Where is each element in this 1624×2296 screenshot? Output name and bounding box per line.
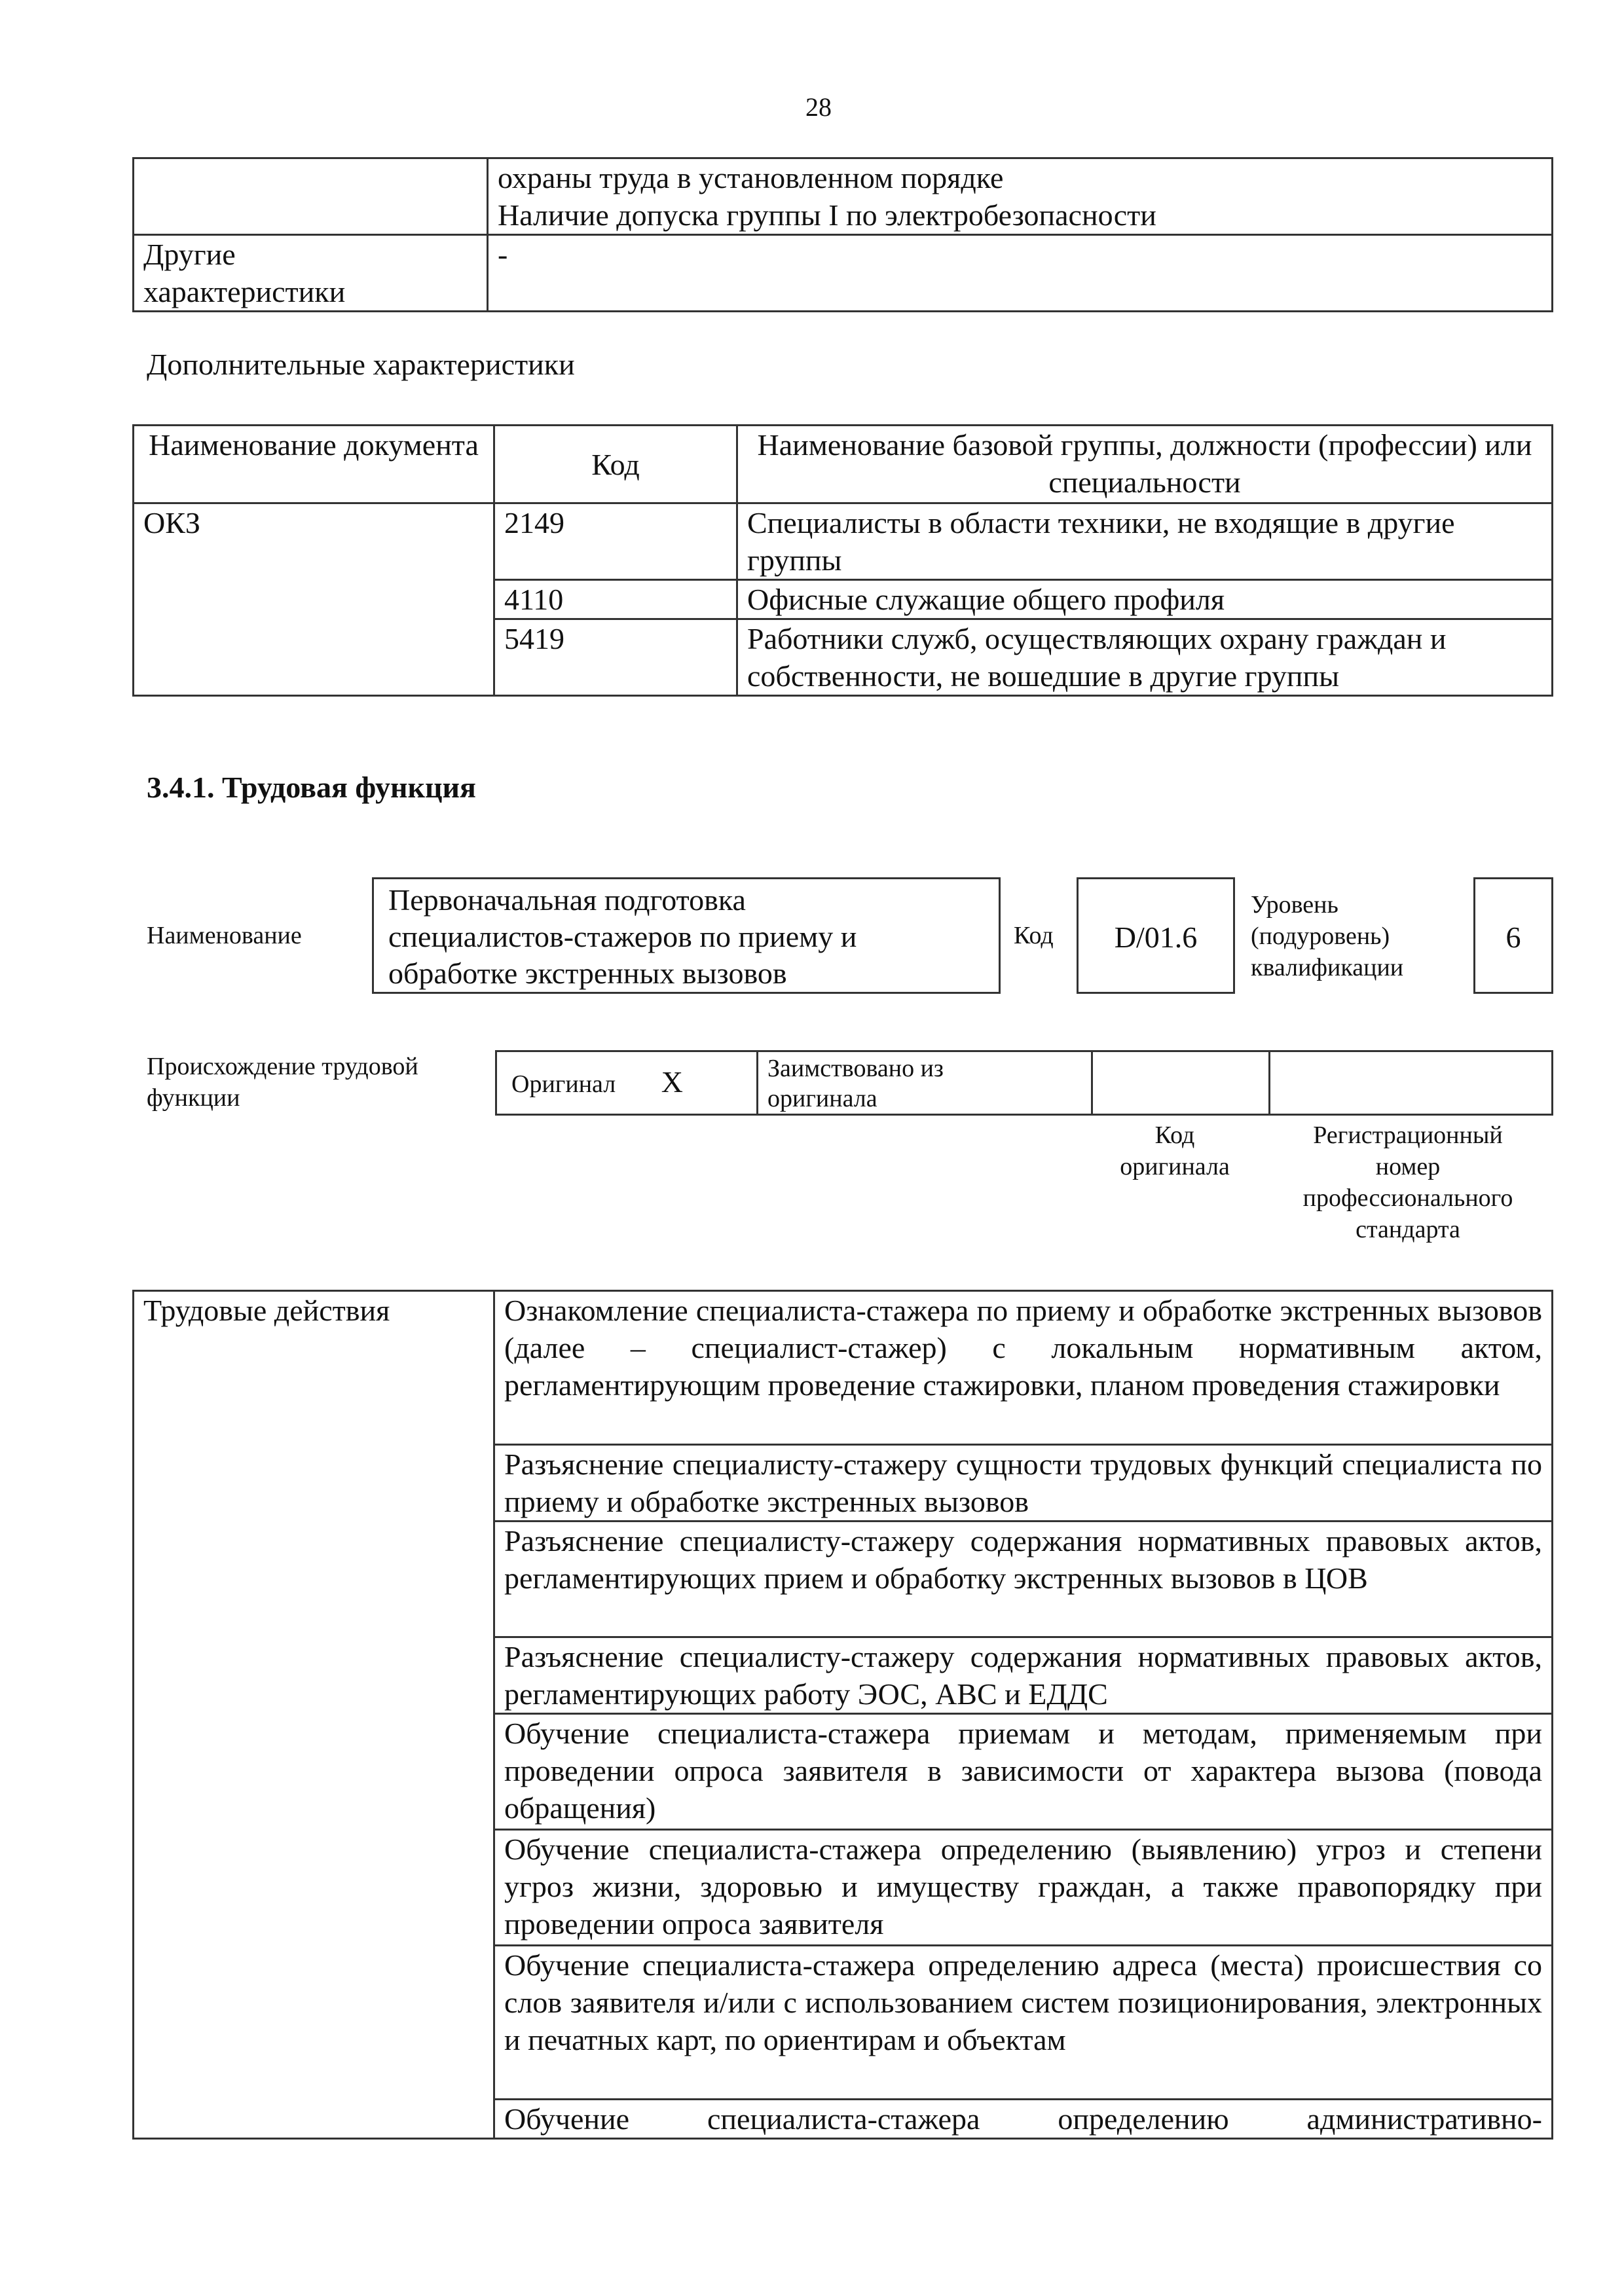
table-row — [134, 158, 1553, 235]
code-label: Код — [1014, 922, 1054, 949]
table-row — [134, 235, 1553, 312]
origin-table — [495, 1050, 1553, 1116]
okz-doc-cell: ОКЗ — [134, 503, 494, 696]
actions-table — [132, 1290, 1553, 2140]
action-item: Обучение специалиста-стажера определению адреса (места) происшествия со слов заявителя и/или с использованием систем позиционирования, электронных и печатных карт, по ориентирам и объектам — [494, 1946, 1553, 2100]
origin-label-line-2: функции — [147, 1084, 240, 1112]
function-name-line-3: обработке экстренных вызовов — [388, 957, 787, 990]
table-row — [496, 1051, 1553, 1115]
level-label-line-3: квалификации — [1251, 954, 1404, 981]
action-item: Обучение специалиста-стажера определению административно- — [494, 2100, 1553, 2139]
original-mark: X — [661, 1065, 683, 1099]
reg-caption-line-3: профессионального — [1302, 1184, 1513, 1212]
other-label-line-1: Другие — [143, 238, 236, 271]
borrowed-line-2: оригинала — [767, 1085, 877, 1112]
code-caption — [1090, 1120, 1260, 1182]
top-table-cell — [488, 158, 1553, 235]
action-item: Разъяснение специалисту-стажеру сущности трудовых функций специалиста по приему и обработке экстренных вызовов — [494, 1445, 1553, 1522]
code-caption-line-1: Код — [1154, 1121, 1195, 1149]
actions-label: Трудовые действия — [134, 1291, 494, 2139]
action-item: Разъяснение специалисту-стажеру содержания нормативных правовых актов, регламентирующих прием и обработку экстренных вызовов в ЦОВ — [494, 1522, 1553, 1637]
header-group-name: Наименование базовой группы, должности (профессии) или специальности — [737, 426, 1553, 503]
other-characteristics-value: - — [488, 235, 1553, 312]
page-number: 28 — [805, 92, 832, 122]
okz-code-cell: 5419 — [494, 619, 737, 696]
other-label-line-2: характеристики — [143, 275, 346, 308]
reg-caption — [1264, 1120, 1552, 1245]
function-name-box — [372, 877, 1001, 994]
table-header-row — [134, 426, 1553, 503]
level-label-line-1: Уровень — [1251, 891, 1338, 919]
okz-name-cell: Специалисты в области техники, не входящие в другие группы — [737, 503, 1553, 580]
action-item: Разъяснение специалисту-стажеру содержания нормативных правовых актов, регламентирующих работу ЭОС, АВС и ЕДДС — [494, 1637, 1553, 1714]
origin-label — [147, 1051, 418, 1114]
original-code-cell — [1092, 1051, 1270, 1115]
table-row — [134, 1291, 1553, 1445]
top-table-empty-cell — [134, 158, 488, 235]
level-label-line-2: (подуровень) — [1251, 922, 1390, 950]
origin-label-line-1: Происхождение трудовой — [147, 1053, 418, 1080]
original-label: Оригинал — [511, 1070, 616, 1098]
additional-heading: Дополнительные характеристики — [147, 348, 575, 381]
okz-name-cell: Работники служб, осуществляющих охрану граждан и собственности, не вошедшие в другие группы — [737, 619, 1553, 696]
header-doc-name: Наименование документа — [134, 426, 494, 503]
function-name-line-2: специалистов-стажеров по приему и — [388, 920, 857, 953]
okz-name-cell: Офисные служащие общего профиля — [737, 580, 1553, 619]
table-row — [134, 503, 1553, 580]
function-name-line-1: Первоначальная подготовка — [388, 883, 746, 917]
reg-caption-line-2: номер — [1375, 1153, 1441, 1180]
action-item: Обучение специалиста-стажера определению (выявлению) угроз и степени угроз жизни, здоровью и имуществу граждан, а также правопорядку при проведении опроса заявителя — [494, 1830, 1553, 1946]
level-value-box: 6 — [1473, 877, 1553, 994]
reg-caption-line-4: стандарта — [1356, 1216, 1460, 1243]
level-label — [1251, 889, 1403, 983]
registration-number-cell — [1270, 1051, 1553, 1115]
action-item: Ознакомление специалиста-стажера по приему и обработке экстренных вызовов (далее – специалист-стажер) с локальным нормативным актом, регламентирующим проведение стажировки, планом проведения стажировки — [494, 1291, 1553, 1445]
okz-code-cell: 2149 — [494, 503, 737, 580]
okz-code-cell: 4110 — [494, 580, 737, 619]
top-table-line-1: охраны труда в установленном порядке — [498, 161, 1004, 194]
header-code: Код — [494, 426, 737, 503]
section-title: 3.4.1. Трудовая функция — [147, 771, 476, 804]
original-cell — [496, 1051, 758, 1115]
okz-table — [132, 424, 1553, 697]
other-characteristics-label — [134, 235, 488, 312]
reg-caption-line-1: Регистрационный — [1313, 1121, 1503, 1149]
name-label: Наименование — [147, 922, 302, 949]
borrowed-line-1: Заимствовано из — [767, 1055, 944, 1082]
top-table — [132, 157, 1553, 312]
borrowed-cell — [758, 1051, 1092, 1115]
top-table-line-2: Наличие допуска группы I по электробезопасности — [498, 198, 1156, 232]
code-caption-line-2: оригинала — [1120, 1153, 1230, 1180]
action-item: Обучение специалиста-стажера приемам и методам, применяемым при проведении опроса заявителя в зависимости от характера вызова (повода обращения) — [494, 1714, 1553, 1830]
code-value-box: D/01.6 — [1077, 877, 1235, 994]
